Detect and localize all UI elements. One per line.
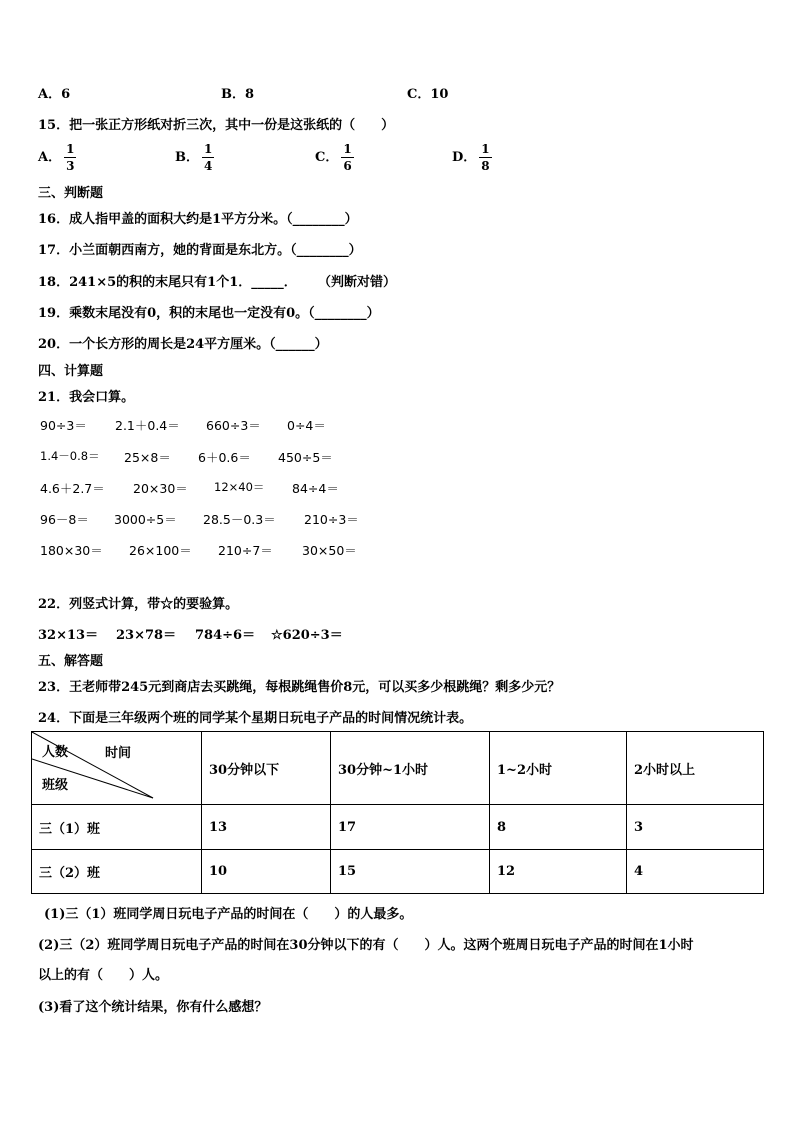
q14-option-a[interactable]: A．6	[38, 87, 71, 102]
section-heading-calculation: 四、计算题	[38, 364, 104, 379]
corner-label-people: 人数	[42, 745, 69, 760]
oral-item: 30×50＝	[302, 543, 357, 558]
oral-item: 2.1＋0.4＝	[115, 418, 180, 433]
section-heading-word-problems: 五、解答题	[38, 654, 104, 669]
denominator: 3	[66, 159, 75, 173]
fraction	[202, 143, 214, 172]
oral-item: 84÷4＝	[292, 481, 339, 496]
fraction	[479, 143, 491, 172]
q22: 22．列竖式计算，带☆的要验算。	[38, 597, 239, 612]
column-header: 30分钟以下	[202, 732, 331, 805]
denominator: 8	[481, 159, 490, 173]
q24-sub-2-cont: 以上的有（ ）人。	[38, 968, 169, 983]
corner-cell	[32, 732, 202, 805]
corner-label-time: 时间	[105, 746, 132, 761]
table-cell: 3	[627, 805, 764, 850]
oral-item: 3000÷5＝	[114, 512, 177, 527]
q16: 16．成人指甲盖的面积大约是1平方分米。（________）	[38, 212, 358, 227]
oral-item: 20×30＝	[133, 481, 188, 496]
column-header: 1~2小时	[490, 732, 627, 805]
oral-item: 96－8＝	[40, 512, 89, 527]
q19: 19．乘数末尾没有0，积的末尾也一定没有0。（________）	[38, 306, 380, 321]
oral-item: 180×30＝	[40, 543, 103, 558]
q24-sub-1: (1)三（1）班同学周日玩电子产品的时间在（ ）的人最多。	[44, 907, 413, 922]
q20: 20．一个长方形的周长是24平方厘米。（______）	[38, 337, 328, 352]
q17: 17．小兰面朝西南方，她的背面是东北方。（________）	[38, 243, 362, 258]
oral-item: 210÷3＝	[304, 512, 359, 527]
q15-option-a[interactable]	[38, 143, 76, 172]
oral-item: 90÷3＝	[40, 418, 87, 433]
q24-sub-2: (2)三（2）班同学周日玩电子产品的时间在30分钟以下的有（ ）人。这两个班周日玩电子产品的时间在1小时	[38, 938, 694, 953]
vertical-calc-item: 23×78＝	[116, 628, 177, 643]
row-label: 三（1）班	[32, 805, 202, 850]
oral-item: 25×8＝	[124, 450, 171, 465]
q24: 24．下面是三年级两个班的同学某个星期日玩电子产品的时间情况统计表。	[38, 711, 473, 726]
fraction	[64, 143, 76, 172]
statistics-table	[31, 731, 764, 894]
oral-item: 450÷5＝	[278, 450, 333, 465]
column-header: 2小时以上	[627, 732, 764, 805]
vertical-calc-item: 32×13＝	[38, 628, 99, 643]
fraction	[341, 143, 353, 172]
oral-item: 4.6＋2.7＝	[40, 481, 105, 496]
vertical-calc-item: 784÷6＝	[195, 628, 256, 643]
oral-item: 6＋0.6＝	[198, 450, 251, 465]
q15-stem: 15．把一张正方形纸对折三次，其中一份是这张纸的（ ）	[38, 118, 395, 133]
q23: 23．王老师带245元到商店去买跳绳，每根跳绳售价8元，可以买多少根跳绳？剩多少元？	[38, 680, 561, 695]
denominator: 6	[343, 159, 352, 173]
denominator: 4	[204, 159, 213, 173]
table-cell: 10	[202, 850, 331, 894]
oral-item: 12×40＝	[214, 480, 265, 494]
q14-option-c[interactable]: C．10	[407, 87, 449, 102]
q18-note: （判断对错）	[318, 275, 397, 290]
numerator: 1	[66, 142, 75, 156]
q14-option-b[interactable]: B．8	[221, 87, 255, 102]
oral-item: 28.5－0.3＝	[203, 512, 276, 527]
q15-option-b[interactable]	[175, 143, 214, 172]
option-letter: D．	[452, 150, 477, 165]
table-row	[32, 805, 764, 850]
q21: 21．我会口算。	[38, 390, 135, 405]
numerator: 1	[343, 142, 352, 156]
oral-item: 0÷4＝	[287, 418, 326, 433]
option-letter: A．	[38, 150, 62, 165]
oral-item: 210÷7＝	[218, 543, 273, 558]
q15-option-d[interactable]	[452, 143, 492, 172]
option-letter: B．	[175, 150, 199, 165]
row-label: 三（2）班	[32, 850, 202, 894]
q15-option-c[interactable]	[315, 143, 354, 172]
corner-label-class: 班级	[42, 778, 69, 793]
q18: 18．241×5的积的末尾只有1个1．_____．	[38, 275, 297, 290]
option-letter: C．	[315, 150, 339, 165]
column-header: 30分钟~1小时	[331, 732, 490, 805]
oral-item: 26×100＝	[129, 543, 192, 558]
vertical-calc-item: ☆620÷3＝	[271, 628, 343, 643]
table-cell: 17	[331, 805, 490, 850]
numerator: 1	[481, 142, 490, 156]
oral-item: 1.4－0.8＝	[40, 449, 100, 463]
q24-sub-3: (3)看了这个统计结果，你有什么感想？	[38, 1000, 268, 1015]
table-cell: 12	[490, 850, 627, 894]
table-cell: 8	[490, 805, 627, 850]
table-row	[32, 850, 764, 894]
table-cell: 15	[331, 850, 490, 894]
table-header-row	[32, 732, 764, 805]
table-cell: 13	[202, 805, 331, 850]
numerator: 1	[204, 142, 213, 156]
table-cell: 4	[627, 850, 764, 894]
section-heading-judgement: 三、判断题	[38, 186, 104, 201]
oral-item: 660÷3＝	[206, 418, 261, 433]
